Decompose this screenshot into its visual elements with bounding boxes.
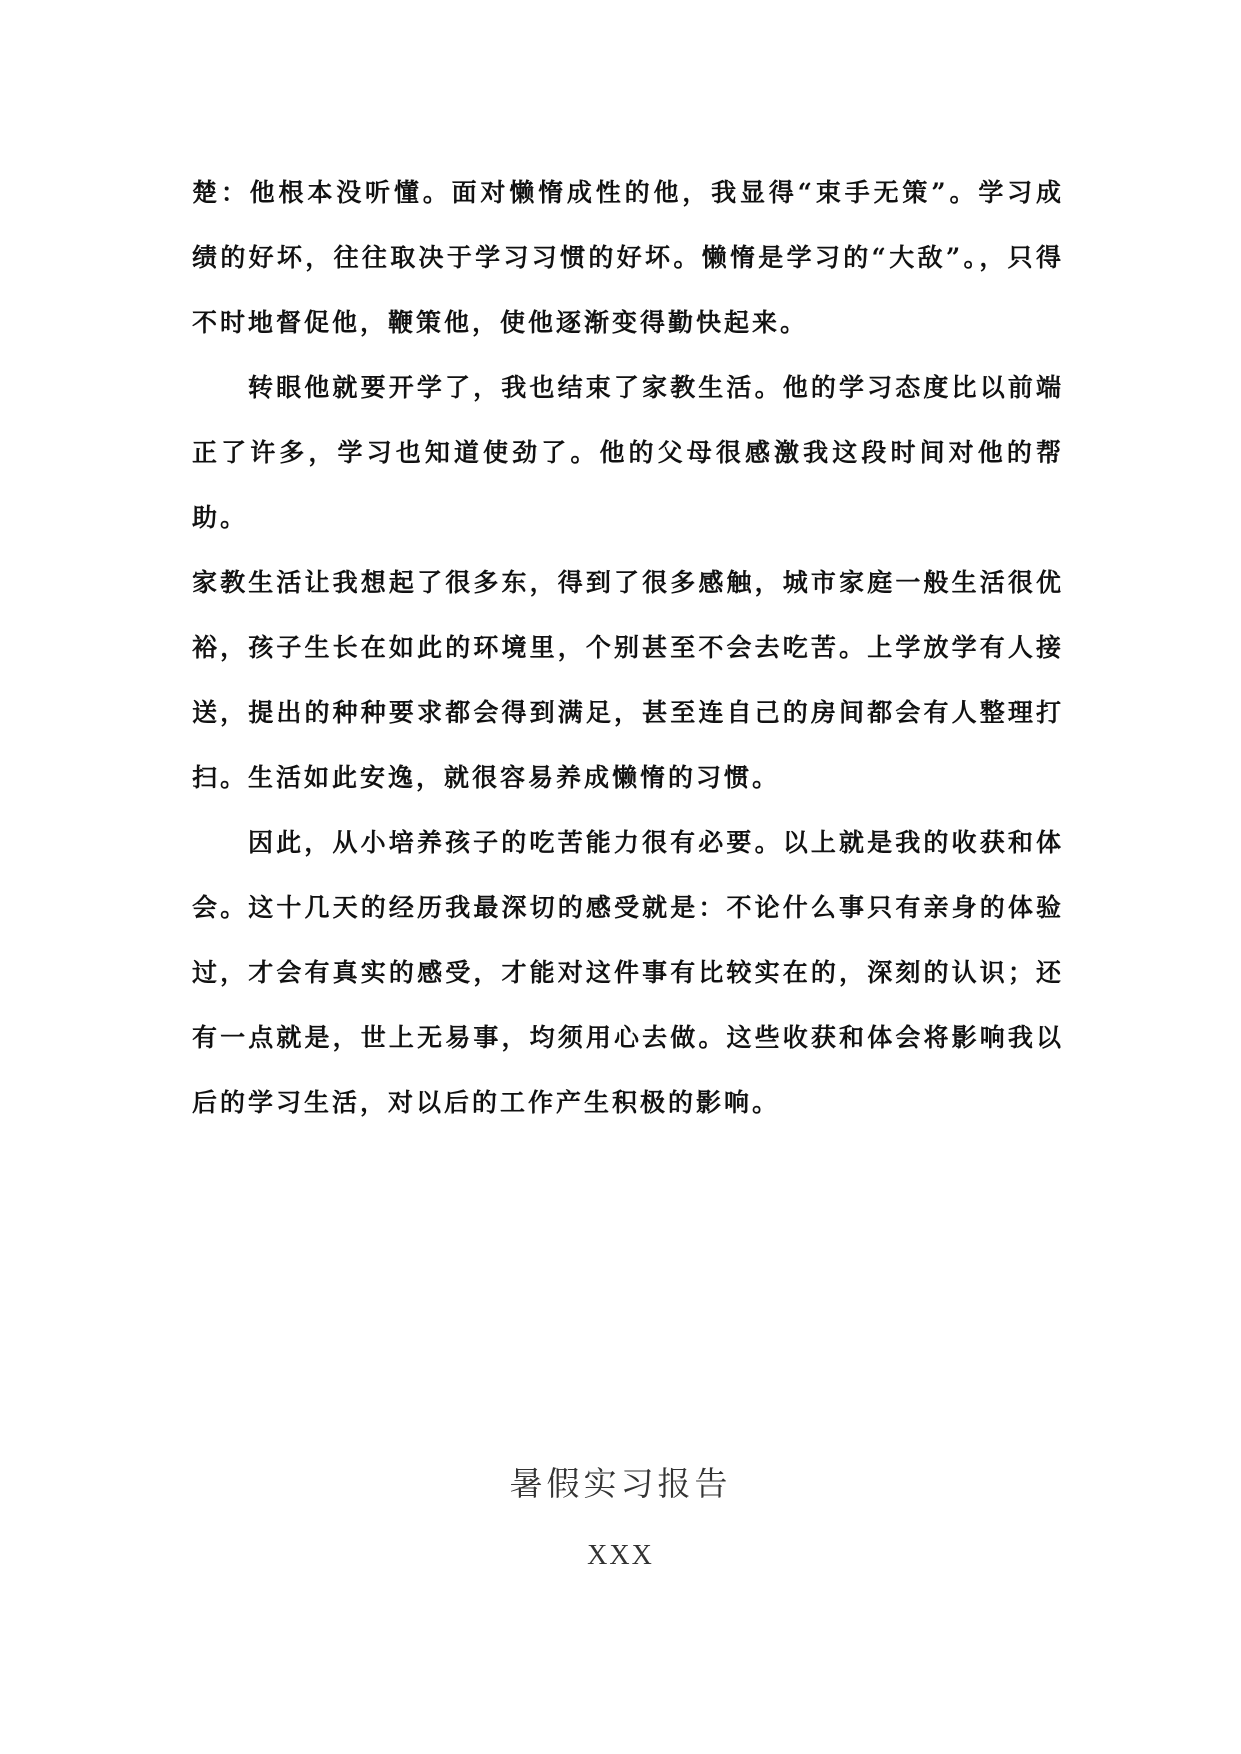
report-author: XXX: [587, 1540, 654, 1571]
paragraph-3: 家教生活让我想起了很多东，得到了很多感触，城市家庭一般生活很优裕，孩子生长在如此的环境里，个别甚至不会去吃苦。上学放学有人接送，提出的种种要求都会得到满足，甚至连自己的房间都会有人整理打扫。生活如此安逸，就很容易养成懒惰的习惯。: [192, 568, 1064, 792]
report-title: 暑假实习报告: [509, 1464, 732, 1503]
paragraph-2: 转眼他就要开学了，我也结束了家教生活。他的学习态度比以前端正了许多，学习也知道使劲了。他的父母很感激我这段时间对他的帮助。: [192, 373, 1064, 532]
paragraph-1: 楚：他根本没听懂。面对懒惰成性的他，我显得“束手无策”。学习成绩的好坏，往往取决于学习习惯的好坏。懒惰是学习的“大敌”。，只得不时地督促他，鞭策他，使他逐渐变得勤快起来。: [192, 178, 1064, 337]
paragraph-4: 因此，从小培养孩子的吃苦能力很有必要。以上就是我的收获和体会。这十几天的经历我最深切的感受就是：不论什么事只有亲身的体验过，才会有真实的感受，才能对这件事有比较实在的，深刻的认识；还有一点就是，世上无易事，均须用心去做。这些收获和体会将影响我以后的学习生活，对以后的工作产生积极的影响。: [192, 828, 1064, 1117]
report-body: [192, 160, 1064, 1135]
